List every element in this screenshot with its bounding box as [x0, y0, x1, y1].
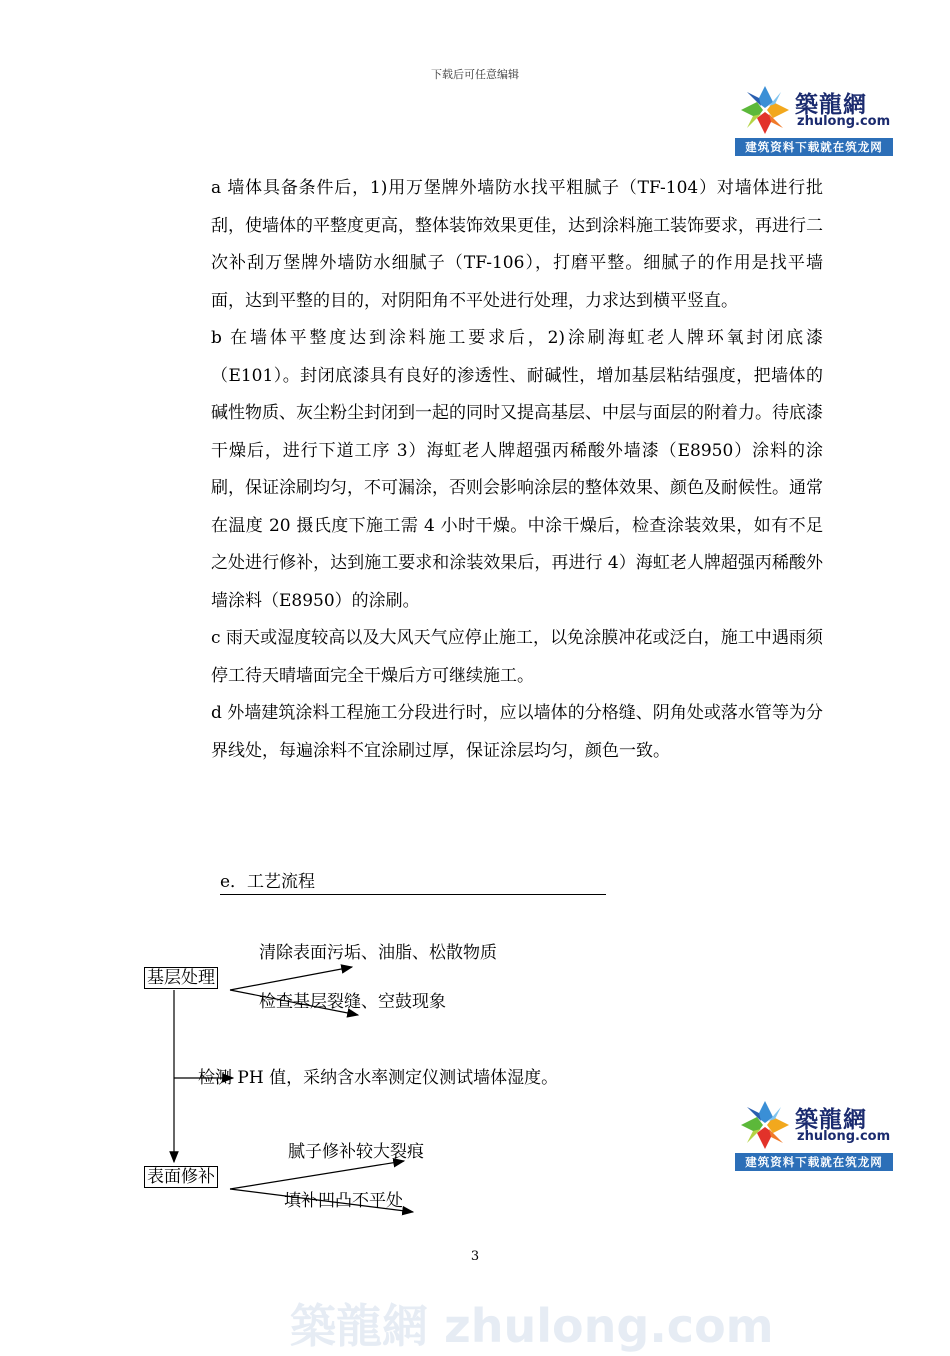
arrow-node1-branch1 — [230, 967, 352, 990]
flow-node2-branch2: 填补凹凸不平处 — [284, 1191, 403, 1211]
flow-node2-branch1: 腻子修补较大裂痕 — [288, 1142, 424, 1162]
logo-name-cn: 築龍網 — [795, 1107, 867, 1133]
header-note: 下载后可任意编辑 — [431, 68, 519, 81]
arrow-node2-branch1 — [230, 1161, 404, 1189]
logo-name-en: zhulong.com — [797, 114, 891, 129]
flow-node-surface-repair: 表面修补 — [144, 1166, 218, 1188]
flow-node-base-treatment: 基层处理 — [144, 967, 218, 989]
section-title: e．工艺流程 — [220, 870, 606, 895]
watermark: 築龍網 zhulong.com — [290, 1299, 774, 1353]
logo-name-en: zhulong.com — [797, 1129, 891, 1144]
paragraph-c: c 雨天或湿度较高以及大风天气应停止施工，以免涂膜冲花或泛白，施工中遇雨须停工待天晴墙面完全干燥后方可继续施工。 — [211, 628, 823, 686]
paragraph-d: d 外墙建筑涂料工程施工分段进行时，应以墙体的分格缝、阴角处或落水管等为分界线处，每遍涂料不宜涂刷过厚，保证涂层均匀，颜色一致。 — [211, 703, 823, 761]
logo-slogan: 建筑资料下载就在筑龙网 — [735, 1153, 893, 1171]
paragraph-b: b 在墙体平整度达到涂料施工要求后，2)涂刷海虹老人牌环氧封闭底漆（E101）。封闭底漆具有良好的渗透性、耐碱性，增加基层粘结强度，把墙体的碱性物质、灰尘粉尘封闭到一起的同时又提高基层、中层与面层的附着力。待底漆干燥后，进行下道工序 3）海虹老人牌超强丙稀酸外墙漆（E8950）涂料的涂刷，保证涂刷均匀，不可漏涂，否则会影响涂层的整体效果、颜色及耐候性。通常在温度 20 摄氏度下施工需 4 小时干燥。中涂干燥后，检查涂装效果，如有不足之处进行修补，达到施工要求和涂装效果后，再进行 4）海虹老人牌超强丙稀酸外墙涂料（E8950）的涂刷。 — [211, 328, 823, 611]
flow-node1-branch2: 检查基层裂缝、空鼓现象 — [259, 992, 446, 1012]
pinwheel-icon — [737, 1097, 793, 1153]
logo-slogan: 建筑资料下载就在筑龙网 — [735, 138, 893, 156]
paragraph-a: a 墙体具备条件后，1)用万堡牌外墙防水找平粗腻子（TF-104）对墙体进行批刮，使墙体的平整度更高，整体装饰效果更佳，达到涂料施工装饰要求，再进行二次补刮万堡牌外墙防水细腻子（TF-106），打磨平整。细腻子的作用是找平墙面，达到平整的目的，对阴阳角不平处进行处理，力求达到横平竖直。 — [211, 178, 823, 311]
flow-middle-step: 检测 PH 值，采纳含水率测定仪测试墙体湿度。 — [198, 1068, 559, 1088]
page-number: 3 — [470, 1249, 480, 1264]
zhulong-logo-bottom — [735, 1095, 893, 1173]
flow-node1-branch1: 清除表面污垢、油脂、松散物质 — [259, 943, 497, 963]
logo-name-cn: 築龍網 — [795, 92, 867, 118]
